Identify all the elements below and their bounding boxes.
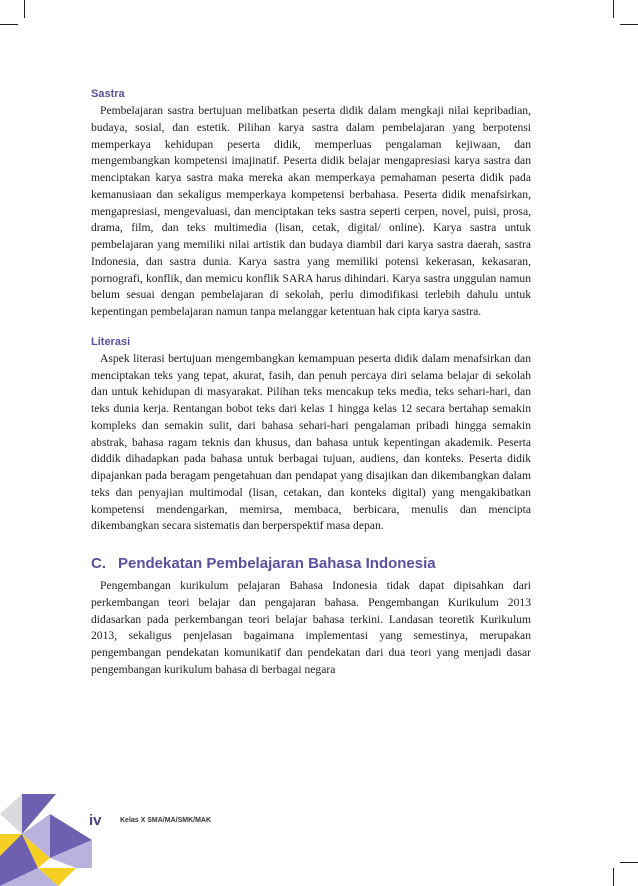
chapter-section-heading — [91, 553, 531, 575]
section-heading-literasi: Literasi — [91, 335, 131, 348]
crop-mark — [24, 0, 25, 18]
section-body-pendekatan: Pengembangan kurikulum pelajaran Bahasa Indonesia tidak dapat dipisahkan dari perkembangan teori belajar dan pengajaran bahasa. Pengembangan Kurikulum 2013 didasarkan pada perkembangan teori belajar bahasa terkini. Landasan teoretik Kurikulum 2013, sekaligus penjelasan bagaimana implementasi yang semestinya, merupakan pengembangan pendekatan komunikatif dan pendekatan dari dua teori yang menjadi dasar pengembangan kurikulum bahasa di berbagai negara — [91, 579, 531, 676]
crop-mark — [613, 0, 614, 18]
crop-mark — [0, 24, 18, 25]
section-heading-sastra: Sastra — [91, 88, 125, 100]
crop-mark — [613, 868, 614, 886]
page-number: iv — [89, 812, 102, 829]
crop-mark — [620, 24, 638, 25]
crop-mark — [620, 862, 638, 863]
page-content — [91, 86, 531, 679]
section-title: Pendekatan Pembelajaran Bahasa Indonesia — [118, 555, 436, 572]
footer-decoration — [0, 776, 95, 886]
section-body-literasi: Aspek literasi bertujuan mengembangkan kemampuan peserta didik dalam menafsirkan dan menciptakan teks yang tepat, akurat, fasih, dan penuh percaya diri selama belajar di sekolah dan untuk kehidupan di masyarakat. Pilihan teks mencakup teks media, teks sehari-hari, dan teks dunia kerja. Rentangan bobot teks dari kelas 1 hingga kelas 12 secara bertahap semakin kompleks dan semakin sulit, dari bahasa sehari-hari pengalaman pribadi hingga semakin abstrak, bahasa ragam teknis dan khusus, dan bahasa untuk kepentingan akademik. Peserta diddik dihadapkan pada bahasa untuk berbagai tujuan, audiens, dan konteks. Peserta didik dipajankan pada beragam pengetahuan dan pendapat yang disajikan dan dikembangkan dalam teks dan penyajian multimodal (lisan, cetakan, dan konteks digital) yang mengakibatkan kompetensi mendengarkan, memirsa, membaca, berbicara, menulis dan mencipta dikembangkan secara sistematis dan berperspektif masa depan. — [91, 351, 531, 533]
section-body-sastra: Pembelajaran sastra bertujuan melibatkan peserta didik dalam mengkaji nilai kepribadian, budaya, sosial, dan estetik. Pilihan karya sastra dalam pembelajaran yang berpotensi memperkaya kehidupan peserta didik, memperluas pengalaman kejiwaan, dan mengembangkan kompetensi imajinatif. Peserta didik belajar mengapresiasi karya sastra dan menciptakan karya sastra maka mereka akan memperkaya pemahaman peserta didik pada kemanusiaan dan sekaligus memperkaya kompetensi berbahasa. Peserta didik menafsirkan, mengapresiasi, mengevaluasi, dan menciptakan teks sastra seperti cerpen, novel, puisi, prosa, drama, film, dan teks multimedia (lisan, cetak, digital/ online). Karya sastra untuk pembelajaran yang memiliki nilai artistik dan budaya diambil dari karya sastra daerah, sastra Indonesia, dan sastra dunia. Karya sastra yang memiliki potensi kekerasan, kekasaran, pornografi, konflik, dan memicu konflik SARA harus dihindari. Karya sastra unggulan namun belum sesuai dengan pembelajaran di sekolah, perlu dimodifikasi terlebih dahulu untuk kepentingan pembelajaran namun tanpa melanggar ketentuan hak cipta karya sastra. — [91, 104, 531, 318]
section-number: C. — [91, 555, 106, 572]
book-title: Kelas X SMA/MA/SMK/MAK — [120, 817, 212, 824]
